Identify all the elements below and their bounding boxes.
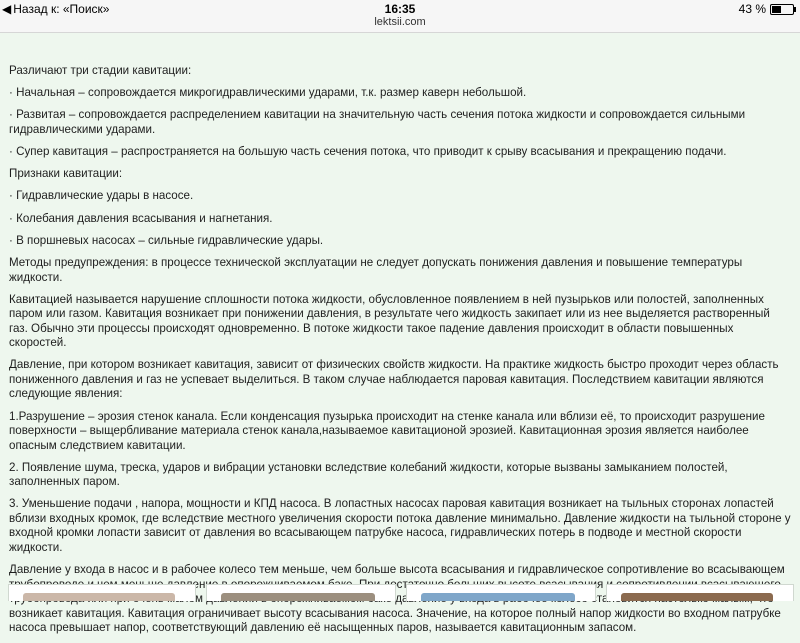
back-arrow-icon: ◀ xyxy=(2,2,12,16)
paragraph: · В поршневых насосах – сильные гидравлические удары. xyxy=(9,233,324,247)
related-thumbnails xyxy=(0,584,800,600)
paragraph: Кавитацией называется нарушение сплошности потока жидкости, обусловленное появлением в ней пузырьков или полостей, заполненных паром или газом. Кавитация возникает при понижении давления, в результате чего жидкость закипает или из нее выделяется растворенный газ. Обычно эти процессы происходят одновременно. В потоке жидкости такое падение давления происходит в области повышенных скоростей. xyxy=(9,292,770,350)
related-card[interactable] xyxy=(606,584,794,601)
paragraph: 3. Уменьшение подачи , напора, мощности и КПД насоса. В лопастных насосах паровая кавитация возникает на тыльных сторонах лопастей вблизи входных кромок, где вследствие местного увеличения скорости потока давление минимально. Давление жидкости на тыльной стороне у входной кромки лопасти зависит от давления во всасывающем патрубке насоса, гидравлических потерь в подводе и местной скорости жидкости. xyxy=(9,497,791,554)
address-domain[interactable]: lektsii.com xyxy=(374,16,426,28)
paragraph: · Развитая – сопровождается распределением кавитации на значительную часть сечения потока жидкости и сопровождается сильными гидравлическими ударами. xyxy=(9,108,746,136)
paragraph: Давление у входа в насос и в рабочее колесо тем меньше, чем больше высота всасывания и гидравлическое сопротивление во всасывающем возникает кавитация. Кавитация ограничивает высоту всасывания насоса. Значение, на которое полный напор жидкости во входном патрубке насоса превышает напор, соответствующий давлению её насыщенных паров, называется кавитационным запасом. xyxy=(9,563,785,635)
paragraph: · Супер кавитация – распространяется на большую часть сечения потока, что приводит к срыву всасывания и прекращению подачи. xyxy=(9,145,727,159)
paragraph: Давление, при котором возникает кавитация, зависит от физических свойств жидкости. На практике жидкость быстро проходит через область пониженного давления и газ не успевает выделиться. В таком случае наблюдается паровая кавитация. Последствием кавитации являются следующие явления: xyxy=(9,358,779,401)
paragraph: · Начальная – сопровождается микрогидравлическими ударами, т.к. размер каверн небольшой. xyxy=(9,86,527,100)
paragraph: 2. Появление шума, треска, ударов и вибрации установки вследствие колебаний жидкости, которые вызваны замыканием полостей, заполненных паром. xyxy=(9,460,728,489)
battery-percent: 43 % xyxy=(738,2,766,16)
paragraph: Различают три стадии кавитации: xyxy=(9,64,192,77)
status-bar xyxy=(0,0,800,33)
battery-icon xyxy=(770,4,794,15)
paragraph: Признаки кавитации: xyxy=(9,167,123,181)
related-card[interactable] xyxy=(8,584,196,601)
clock: 16:35 xyxy=(384,2,416,16)
paragraph: · Колебания давления всасывания и нагнетания. xyxy=(9,211,273,225)
battery-indicator xyxy=(739,2,794,16)
paragraph: 1.Разрушение – эрозия стенок канала. Если конденсация пузырька происходит на стенке канала или вблизи её, то происходит разрушение поверхности – выщербливание материала стенок канала,называемое кавитационой эрозией. Кавитационная эрозия является наиболее опасным следствием кавитации. xyxy=(9,409,765,452)
paragraph: Методы предупреждения: в процессе технической эксплуатации не следует допускать понижения давления и повышение температуры жидкости. xyxy=(9,256,743,284)
paragraph: · Гидравлические удары в насосе. xyxy=(9,189,194,203)
related-card[interactable] xyxy=(406,584,596,601)
article-content xyxy=(9,64,791,643)
back-label: Назад к: «Поиск» xyxy=(13,2,110,16)
related-card[interactable] xyxy=(206,584,396,601)
